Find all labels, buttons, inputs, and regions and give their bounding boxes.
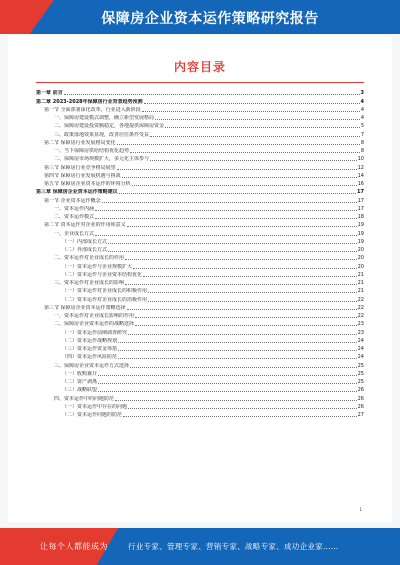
toc-leader-dots: [95, 218, 357, 219]
toc-leader-dots: [148, 301, 357, 302]
toc-leader-dots: [142, 111, 360, 112]
toc-entry-page: 24: [357, 346, 364, 352]
toc-entry-page: 4: [360, 115, 364, 121]
toc-entry-page: 3: [360, 90, 364, 97]
toc-entry-text: 二、保障房市场规模扩大，多元化主体参与: [54, 156, 150, 163]
toc-entry-page: 27: [357, 412, 364, 418]
toc-leader-dots: [102, 202, 357, 203]
toc-entry-page: 14: [357, 172, 364, 179]
toc-entry[interactable]: [36, 96, 364, 104]
toc-entry[interactable]: [36, 410, 364, 418]
toc-entry[interactable]: [36, 237, 364, 245]
toc-entry[interactable]: [36, 204, 364, 212]
toc-entry-text: 第二节 资本运作对企业的作用和意义: [44, 222, 126, 229]
toc-leader-dots: [135, 325, 357, 326]
toc-entry-page: 19: [357, 222, 364, 229]
toc-entry-text: 三、资本运作对企业成长的影响: [54, 280, 125, 286]
toc-entry-text: 第三章 保障房企业资本运作策略建议: [36, 189, 118, 196]
toc-entry-page: 24: [357, 354, 364, 361]
toc-entry-text: （一）资本运作与企业规模扩大: [62, 263, 133, 270]
toc-leader-dots: [130, 152, 360, 153]
toc-title: 内容目录: [173, 60, 226, 74]
toc-entry-page: 21: [357, 271, 364, 278]
toc-entry-text: 四、资本运作中的问题防范: [54, 395, 115, 402]
toc-entry[interactable]: [36, 253, 364, 261]
toc-entry-text: 第二节 保障房行业发展格局变化: [44, 139, 116, 146]
toc-leader-dots: [98, 383, 357, 384]
toc-entry[interactable]: [36, 245, 364, 253]
toc-entry-text: （一）资本运作对企业成长的积极作用: [62, 288, 148, 295]
footer-experts: 行业专家、管理专家、营销专家、战略专家、成功企业家……: [128, 542, 339, 551]
toc-entry-page: 20: [357, 263, 364, 270]
toc-entry-text: （三）资本运作资金筹措: [62, 346, 118, 352]
toc-entry[interactable]: [36, 377, 364, 385]
toc-entry[interactable]: [36, 121, 364, 129]
toc-leader-dots: [118, 350, 357, 351]
toc-entry[interactable]: [36, 105, 364, 113]
toc-entry[interactable]: [36, 319, 364, 327]
toc-entry-page: 21: [357, 280, 364, 286]
toc-entry-text: （一）内部成长方式: [62, 238, 108, 245]
toc-entry-text: 一、保障房建设模式调整，确立新型发展格局: [54, 115, 155, 121]
toc-entry[interactable]: [36, 344, 364, 352]
toc-leader-dots: [117, 169, 357, 170]
toc-entry[interactable]: [36, 88, 364, 96]
toc-entry[interactable]: [36, 270, 364, 278]
toc-leader-dots: [128, 408, 357, 409]
toc-entry-page: 17: [357, 189, 364, 196]
toc-leader-dots: [133, 268, 357, 269]
toc-entry-page: 4: [360, 98, 364, 105]
toc-entry-page: 17: [357, 205, 364, 212]
toc-entry[interactable]: [36, 352, 364, 360]
toc-entry-page: 19: [357, 238, 364, 245]
toc-entry-text: 三、政策落地效果显现，改善居住条件受益: [54, 131, 150, 138]
toc-entry-text: 第一章 前言: [36, 90, 63, 97]
toc-leader-dots: [132, 185, 357, 186]
toc-entry[interactable]: [36, 220, 364, 228]
toc-entry[interactable]: [36, 212, 364, 220]
toc-leader-dots: [98, 391, 357, 392]
toc-divider: [36, 82, 364, 83]
toc-entry[interactable]: [36, 171, 364, 179]
toc-entry[interactable]: [36, 113, 364, 121]
toc-entry[interactable]: [36, 286, 364, 294]
toc-leader-dots: [150, 160, 357, 161]
toc-leader-dots: [127, 309, 357, 310]
toc-entry-page: 25: [357, 379, 364, 385]
toc-leader-dots: [118, 342, 357, 343]
toc-leader-dots: [127, 226, 357, 227]
toc-entry[interactable]: [36, 385, 364, 393]
toc-entry-text: （一）资本运作中存在的问题: [62, 403, 128, 410]
toc-leader-dots: [128, 334, 357, 335]
toc-entry[interactable]: [36, 146, 364, 154]
toc-leader-dots: [122, 177, 357, 178]
toc-entry-text: 一、当下保障房供给结构优化趋势: [54, 148, 130, 154]
toc-entry-page: 5: [360, 123, 364, 130]
toc-entry-text: （二）资本运作战略规划: [62, 337, 118, 344]
toc-entry-page: 23: [357, 321, 364, 328]
toc-entry-page: 26: [357, 395, 364, 402]
toc-entry[interactable]: [36, 138, 364, 146]
toc-leader-dots: [148, 292, 357, 293]
report-header: [0, 0, 400, 34]
toc-entry-text: 第一节 企业资本运作概念: [44, 197, 101, 204]
toc-entry-text: （二）资本运作问题的防范: [62, 412, 123, 418]
toc-entry[interactable]: [36, 195, 364, 203]
toc-leader-dots: [125, 284, 357, 285]
toc-entry-page: 18: [357, 214, 364, 220]
toc-entry-page: 20: [357, 255, 364, 262]
toc-leader-dots: [117, 144, 360, 145]
toc-entry-text: 第二章 2023-2028年保障房行业背景趋势预测: [36, 98, 143, 105]
toc-entry[interactable]: [36, 162, 364, 170]
toc-entry-text: 第三节 保障房企业资本运作策略选择: [44, 304, 126, 311]
toc-entry-page: 26: [357, 387, 364, 394]
toc-entry-page: 23: [357, 329, 364, 336]
toc-entry-page: 24: [357, 337, 364, 344]
toc-entry[interactable]: [36, 393, 364, 401]
toc-entry-text: 一、企业成长方式: [54, 230, 95, 237]
toc-entry-text: （四）资本运作风险防范: [62, 354, 118, 361]
toc-entry-text: 第四节 保障房行业发展机遇与挑战: [44, 172, 121, 179]
report-footer: [0, 528, 400, 565]
toc-leader-dots: [125, 259, 357, 260]
toc-entry[interactable]: [36, 327, 364, 335]
toc-entry-page: 21: [357, 288, 364, 295]
toc-entry[interactable]: [36, 179, 364, 187]
toc-entry[interactable]: [36, 311, 364, 319]
toc-entry-text: 一、资本运作对企业成长影响的作用: [54, 313, 135, 319]
toc-entry-page: 26: [357, 403, 364, 410]
toc-entry-text: 二、资本运作对企业成长的作用: [54, 255, 125, 262]
toc-entry-text: （二）资产剥离: [62, 379, 98, 385]
toc-entry-page: 25: [357, 362, 364, 369]
toc-entry-text: （二）外部成长方式: [62, 247, 108, 253]
toc-entry-text: 二、保障房建设投资额稳定，各地提供保障房资金: [54, 123, 165, 130]
toc-entry[interactable]: [36, 261, 364, 269]
toc-entry-text: 二、资本运作模式: [54, 214, 95, 220]
toc-entry[interactable]: [36, 129, 364, 137]
toc-leader-dots: [108, 251, 357, 252]
toc-leader-dots: [119, 193, 356, 194]
toc-leader-dots: [165, 127, 360, 128]
toc-leader-dots: [155, 119, 360, 120]
toc-entry-text: 第三节 保障房行业竞争格局展望: [44, 164, 116, 171]
page-number: 1: [359, 507, 362, 512]
toc-entry-page: 7: [360, 131, 364, 138]
toc-entry[interactable]: [36, 187, 364, 195]
toc-entry[interactable]: [36, 336, 364, 344]
toc-entry[interactable]: [36, 294, 364, 302]
toc-entry[interactable]: [36, 228, 364, 236]
toc-entry-text: 三、保障房企业资本运作方式选择: [54, 362, 130, 369]
report-title: 保障房企业资本运作策略研究报告: [101, 11, 319, 27]
toc-entry-page: 22: [357, 313, 364, 319]
toc-entry-page: 22: [357, 296, 364, 303]
toc-entry-page: 8: [360, 148, 364, 154]
toc-entry[interactable]: [36, 369, 364, 377]
toc-list: [36, 88, 364, 418]
toc-leader-dots: [143, 276, 357, 277]
toc-entry-text: 一、资本运作内涵: [54, 205, 95, 212]
toc-entry-page: 22: [357, 304, 364, 311]
toc-entry-text: （三）战略联盟: [62, 387, 98, 394]
toc-entry[interactable]: [36, 402, 364, 410]
toc-entry-page: 4: [360, 106, 364, 113]
document-page: [8, 36, 392, 522]
toc-leader-dots: [130, 367, 357, 368]
toc-leader-dots: [95, 235, 357, 236]
toc-entry-page: 10: [357, 156, 364, 163]
toc-leader-dots: [115, 400, 357, 401]
toc-entry-text: 二、保障房企业资本运作的战略选择: [54, 321, 135, 328]
toc-leader-dots: [150, 136, 360, 137]
footer-slogan: 让每个人都能成为: [40, 542, 108, 551]
toc-entry-text: 第五节 保障房企业资本运作的环境分析: [44, 181, 131, 187]
toc-leader-dots: [98, 375, 357, 376]
toc-entry-text: （二）资本运作与企业资本结构优化: [62, 271, 143, 278]
toc-leader-dots: [144, 103, 360, 104]
toc-leader-dots: [108, 243, 357, 244]
toc-leader-dots: [123, 416, 357, 417]
toc-entry-page: 12: [357, 164, 364, 171]
toc-entry[interactable]: [36, 360, 364, 368]
toc-leader-dots: [95, 210, 357, 211]
toc-entry-page: 8: [360, 139, 364, 146]
toc-leader-dots: [118, 358, 357, 359]
toc-entry-text: （二）资本运作对企业成长的消极作用: [62, 296, 148, 303]
toc-entry-page: 20: [357, 247, 364, 253]
toc-leader-dots: [64, 94, 360, 95]
toc-entry[interactable]: [36, 278, 364, 286]
toc-entry-page: 17: [357, 197, 364, 204]
toc-entry-text: （一）收购兼并: [62, 370, 98, 377]
toc-entry-text: （一）资本运作前期调查研究: [62, 329, 128, 336]
toc-entry-page: 25: [357, 370, 364, 377]
toc-entry-page: 16: [357, 181, 364, 187]
toc-entry[interactable]: [36, 303, 364, 311]
toc-leader-dots: [135, 317, 357, 318]
toc-entry-page: 19: [357, 230, 364, 237]
toc-entry-text: 第一节 全面部署深化改革，行业进入新阶段: [44, 106, 141, 113]
toc-entry[interactable]: [36, 154, 364, 162]
